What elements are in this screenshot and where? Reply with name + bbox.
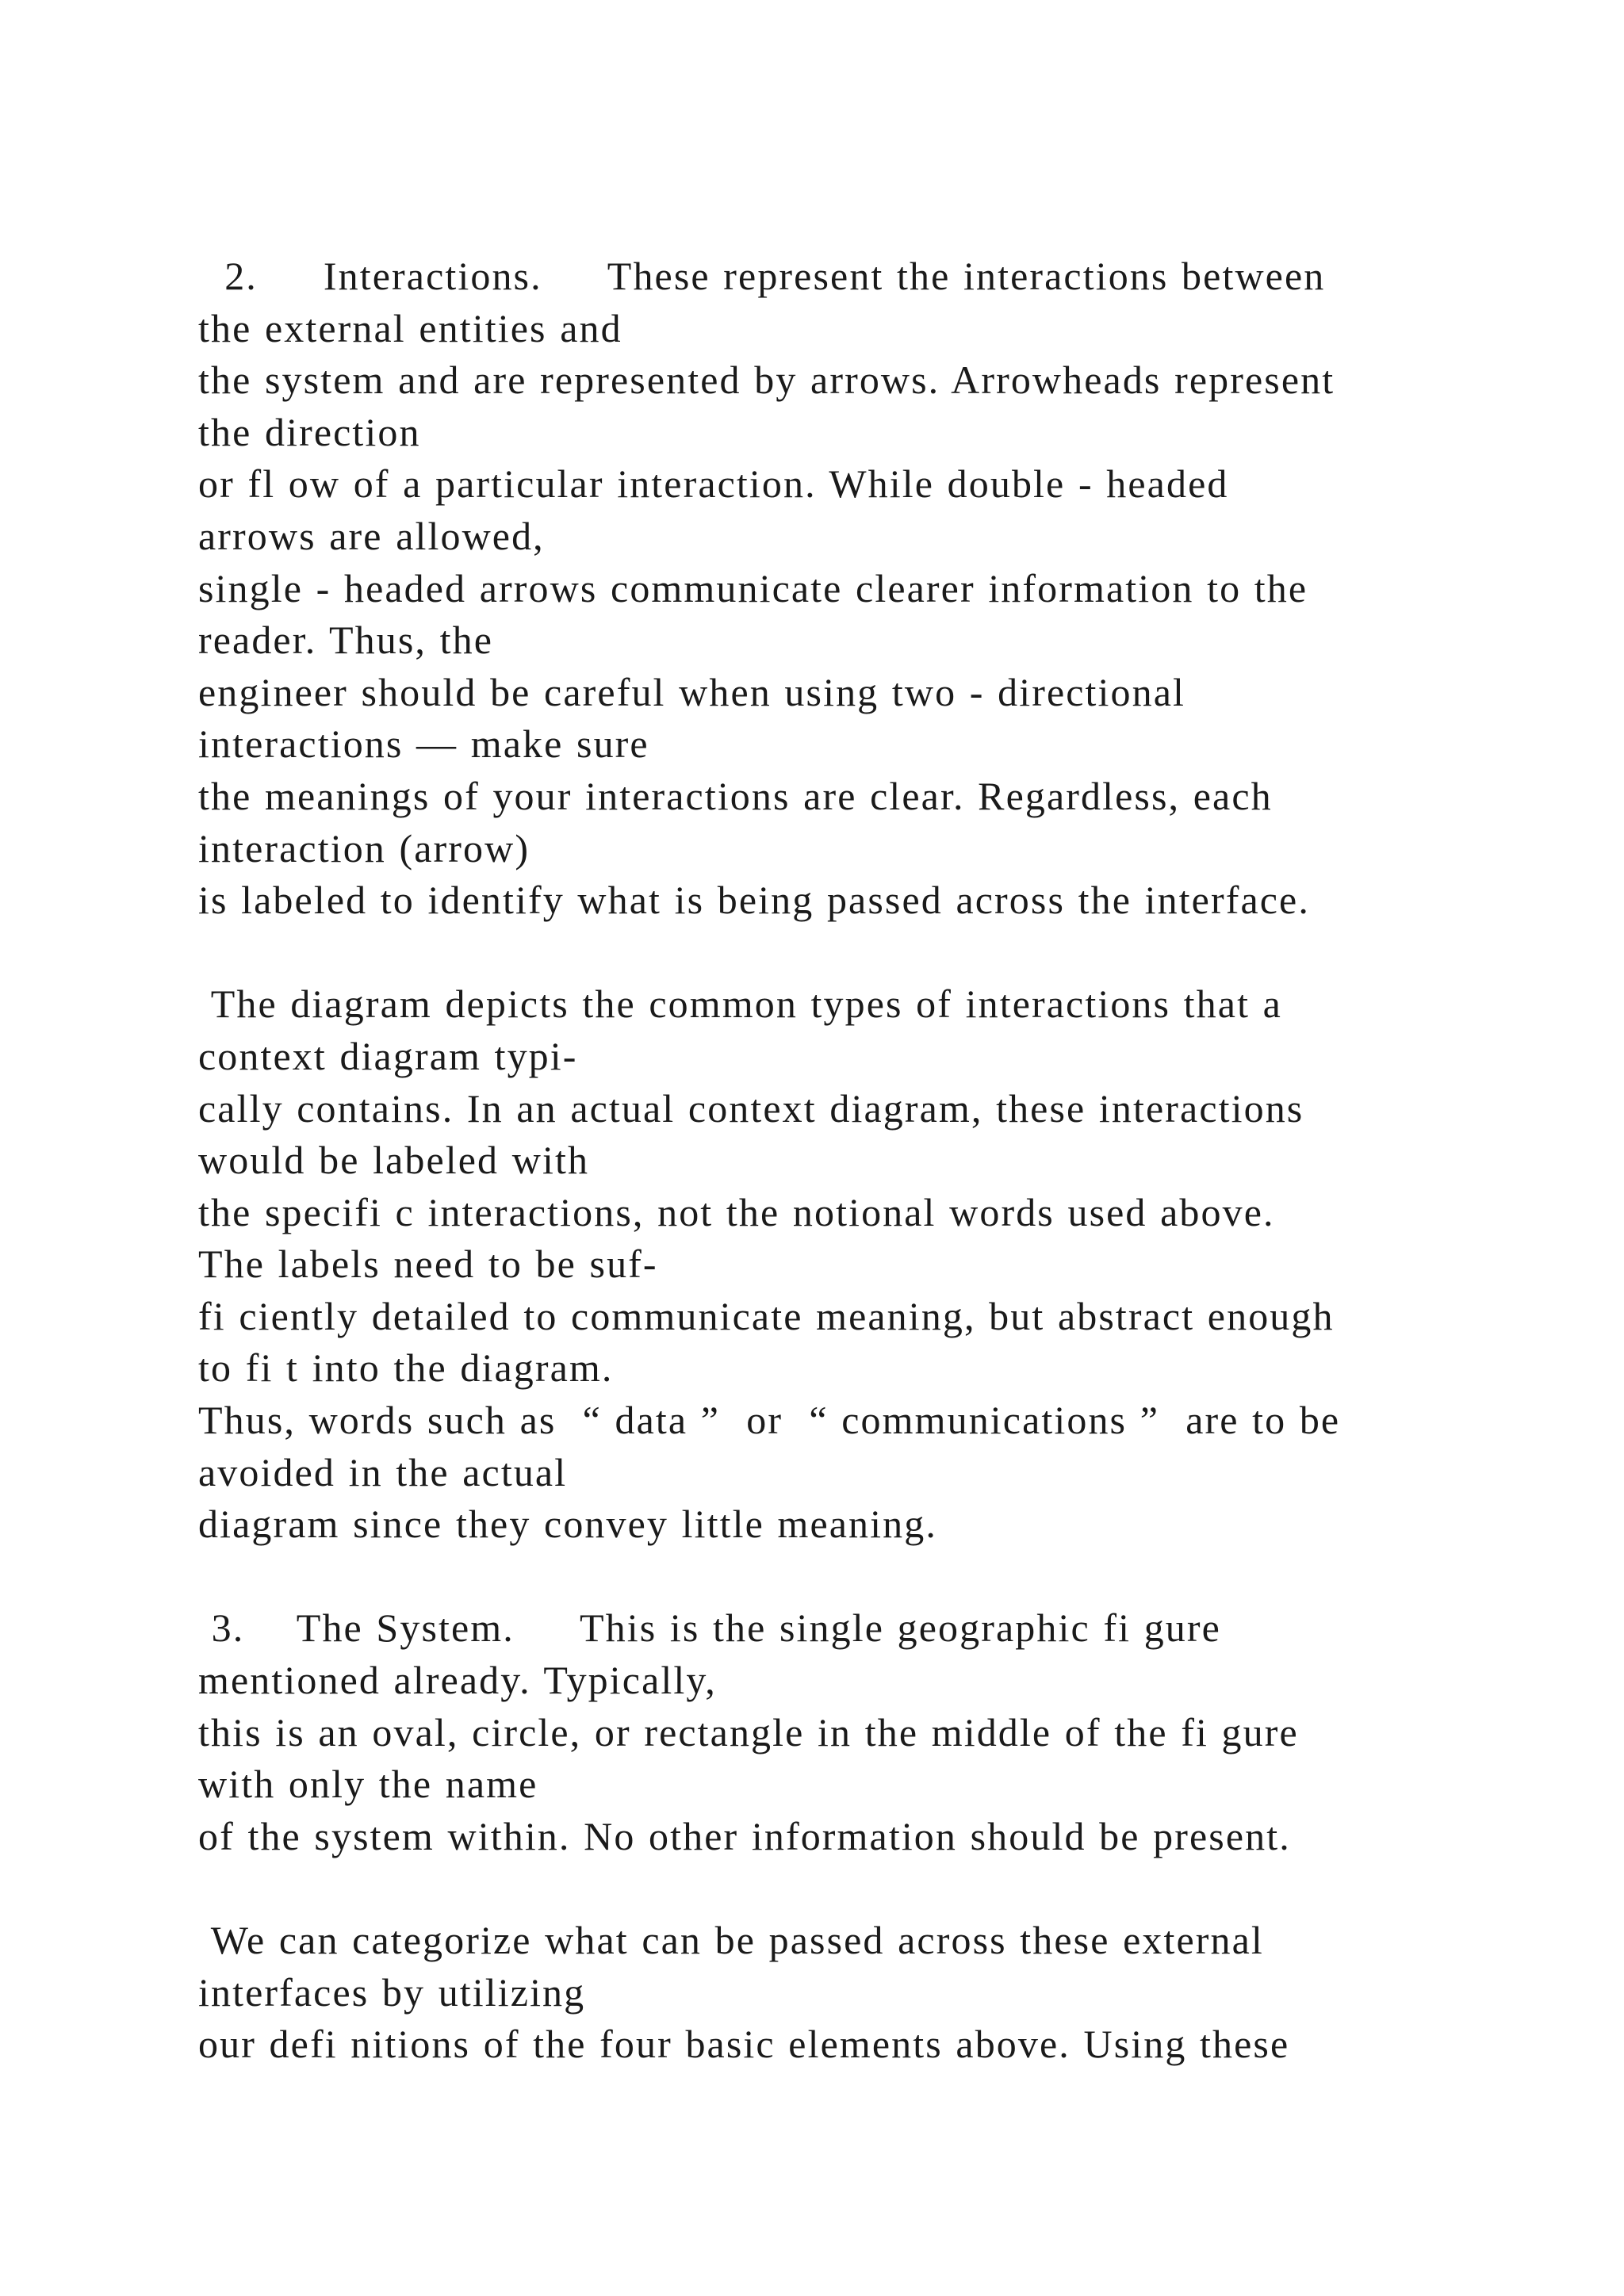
text-line: the system and are represented by arrows. Arrowheads represent — [198, 358, 1335, 403]
text-line: The labels need to be suf- — [198, 1242, 658, 1287]
text-line: arrows are allowed, — [198, 513, 545, 558]
text-line: of the system within. No other information should be present. — [198, 1813, 1291, 1858]
text-line: would be labeled with — [198, 1138, 590, 1183]
text-line: this is an oval, circle, or rectangle in the middle of the fi gure — [198, 1709, 1299, 1755]
text-line: mentioned already. Typically, — [198, 1658, 717, 1703]
text-line: We can categorize what can be passed across these external — [198, 1918, 1264, 1962]
text-line: the external entities and — [198, 305, 622, 350]
text-line: 2. Interactions. These represent the interactions between — [198, 254, 1326, 298]
text-line: interactions — make sure — [198, 721, 649, 767]
text-line: reader. Thus, the — [198, 618, 493, 663]
text-line: diagram since they convey little meaning. — [198, 1502, 937, 1547]
text-line: the specifi c interactions, not the notional words used above. — [198, 1189, 1275, 1234]
body-text — [198, 251, 1546, 2071]
text-line: interfaces by utilizing — [198, 1969, 586, 2015]
blank-line — [198, 927, 1546, 979]
text-line: with only the name — [198, 1762, 538, 1807]
text-line: the direction — [198, 409, 421, 454]
text-line: Thus, words such as “ data ” or “ communications ” are to be — [198, 1398, 1341, 1443]
text-line: engineer should be careful when using two - directional — [198, 669, 1186, 714]
blank-line — [198, 1862, 1546, 1915]
text-line: is labeled to identify what is being passed across the interface. — [198, 878, 1310, 923]
text-line: to fi t into the diagram. — [198, 1345, 614, 1391]
text-line: our defi nitions of the four basic elements above. Using these — [198, 2022, 1290, 2067]
text-line: single - headed arrows communicate clearer information to the — [198, 565, 1308, 610]
text-line: context diagram typi- — [198, 1033, 578, 1078]
text-line: fi ciently detailed to communicate meaning, but abstract enough — [198, 1293, 1335, 1338]
text-line: 3. The System. This is the single geographic fi gure — [198, 1605, 1221, 1651]
text-line: cally contains. In an actual context diagram, these interactions — [198, 1085, 1304, 1131]
text-line: The diagram depicts the common types of interactions that a — [198, 982, 1282, 1027]
text-line: or fl ow of a particular interaction. While double - headed — [198, 461, 1229, 507]
blank-line — [198, 1551, 1546, 1603]
text-line: the meanings of your interactions are clear. Regardless, each — [198, 773, 1273, 818]
text-line: avoided in the actual — [198, 1449, 568, 1494]
text-line: interaction (arrow) — [198, 825, 530, 871]
